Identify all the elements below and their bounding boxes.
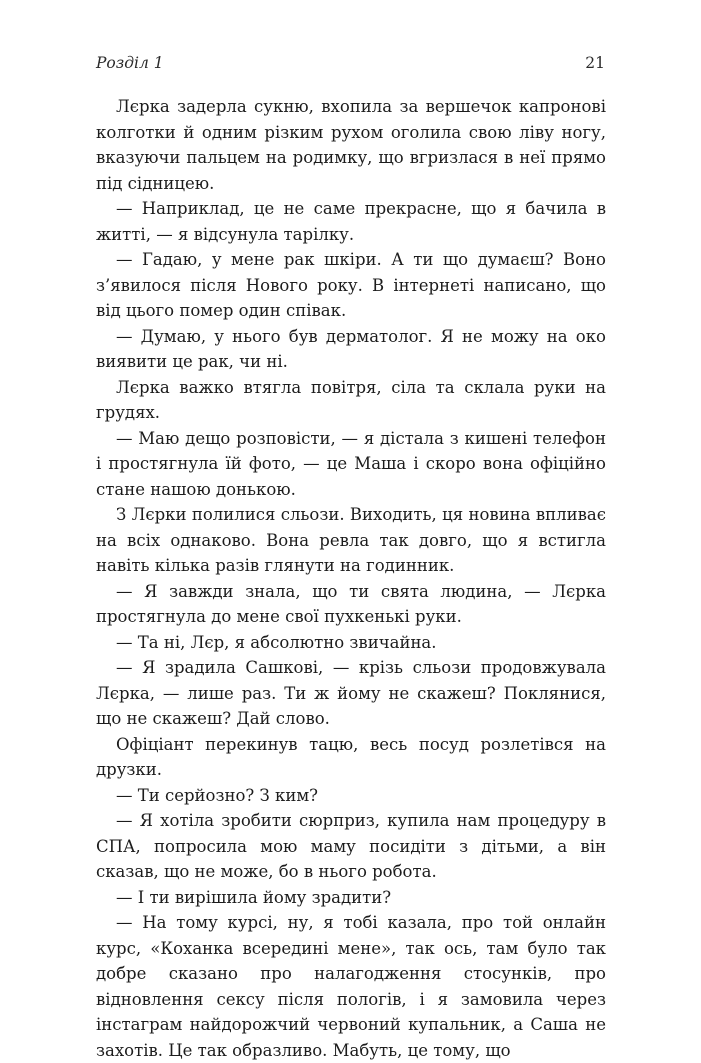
paragraph: — Гадаю, у мене рак шкіри. А ти що думаєш? Воно з’явилося після Нового року. В інтернеті написано, що від цього помер один співак. — [96, 250, 606, 320]
paragraph: — Та ні, Лєр, я абсолютно звичайна. — [116, 632, 437, 652]
paragraph: — Маю дещо розповісти, — я дістала з кишені телефон і простягнула їй фото, — це Маша і скоро вона офіційно стане нашою донькою. — [96, 428, 606, 499]
paragraph: Офіціант перекинув тацю, весь посуд розлетівся на друзки. — [96, 734, 606, 779]
paragraph: Лєрка важко втягла повітря, сіла та склала руки на грудях. — [96, 377, 606, 422]
paragraph: З Лєрки полилися сльози. Виходить, ця новина впливає на всіх однаково. Вона ревла так довго, що я встигла навіть кілька разів глянути на годинник. — [96, 505, 606, 575]
paragraph: — Я завжди знала, що ти свята людина, — Лєрка простягнула до мене свої пухкенькі руки. — [96, 581, 606, 626]
paragraph: — І ти вирішила йому зрадити? — [116, 887, 392, 907]
paragraph: — Думаю, у нього був дерматолог. Я не можу на око виявити це рак, чи ні. — [96, 326, 606, 371]
paragraph: — Ти серйозно? З ким? — [116, 785, 319, 805]
page-number: 21 — [585, 54, 605, 72]
paragraph: — Наприклад, це не саме прекрасне, що я бачила в житті, — я відсунула тарілку. — [96, 199, 606, 244]
paragraph: — Я хотіла зробити сюрприз, купила нам процедуру в СПА, попросила мою маму посидіти з дітьми, а він сказав, що не може, бо в нього робота. — [96, 811, 606, 881]
paragraph: Лєрка задерла сукню, вхопила за вершечок капронові колготки й одним різким рухом оголила свою ліву ногу, вказуючи пальцем на родимку, що вгризлася в неї прямо під сідницею. — [96, 97, 606, 193]
body-text — [96, 94, 606, 1063]
chapter-label: Розділ 1 — [96, 54, 164, 72]
running-head — [96, 54, 605, 74]
paragraph: — Я зрадила Сашкові, — крізь сльози продовжувала Лєрка, — лише раз. Ти ж йому не скажеш? Поклянися, що не скажеш? Дай слово. — [96, 658, 606, 728]
paragraph: — На тому курсі, ну, я тобі казала, про той онлайн курс, «Коханка всередині мене», так ось, там було так добре сказано про налагодження стосунків, про відновлення сексу після пологів, і я замовила через інстаграм найдорожчий червоний купальник, а Саша не захотів. Це так образливо. Мабуть, це тому, що — [96, 913, 606, 1060]
